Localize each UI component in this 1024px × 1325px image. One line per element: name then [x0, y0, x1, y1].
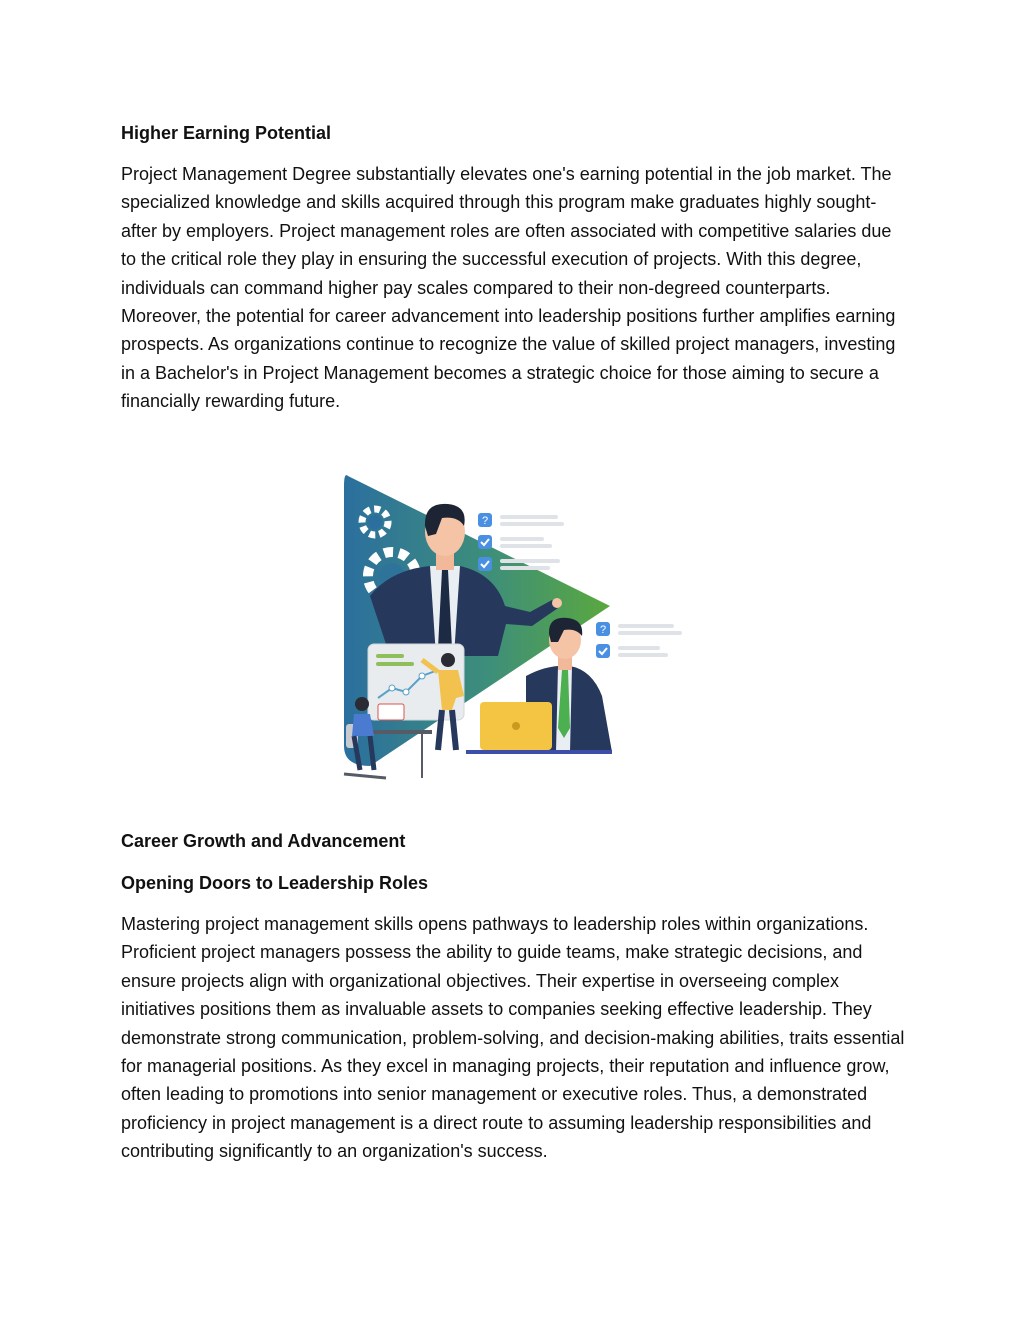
question-mark-icon: ?	[481, 515, 489, 527]
checkbox-icon	[596, 644, 610, 658]
section-heading-earning: Higher Earning Potential	[121, 123, 332, 143]
checkbox-icon	[478, 557, 492, 571]
section-subheading-leadership: Opening Doors to Leadership Roles	[121, 873, 429, 893]
checklist-right	[596, 622, 682, 658]
checkbox-icon	[478, 535, 492, 549]
question-mark-icon: ?	[599, 624, 607, 636]
checklist-top	[478, 513, 564, 571]
project-management-illustration	[330, 466, 690, 786]
paragraph-earning: Project Management Degree substantially elevates one's earning potential in the job market. The specialized knowledge and skills acquired through this program make graduates highly sought-after by employers. Project management roles are often associated with competitive salaries due to the critical role they play in ensuring the successful execution of projects. With this degree, individuals can command higher pay scales compared to their non-degreed counterparts. Moreover, the potential for career advancement into leadership positions further amplifies earning prospects. As organizations continue to recognize the value of skilled project managers, investing in a Bachelor's in Project Management becomes a strategic choice for those aiming to secure a financially rewarding future.	[121, 164, 896, 412]
paragraph-leadership: Mastering project management skills opens pathways to leadership roles within organizations. Proficient project managers possess the ability to guide teams, make strategic decisions, and ensure projects align with organizational objectives. Their expertise in overseeing complex initiatives positions them as invaluable assets to companies seeking effective leadership. They demonstrate strong communication, problem-solving, and decision-making abilities, traits essential for managerial positions. As they excel in managing projects, their reputation and influence grow, often leading to promotions into senior management or executive roles. Thus, a demonstrated proficiency in project management is a direct route to assuming leadership responsibilities and contributing significantly to an organization's success.	[121, 914, 905, 1162]
section-heading-career: Career Growth and Advancement	[121, 831, 406, 851]
